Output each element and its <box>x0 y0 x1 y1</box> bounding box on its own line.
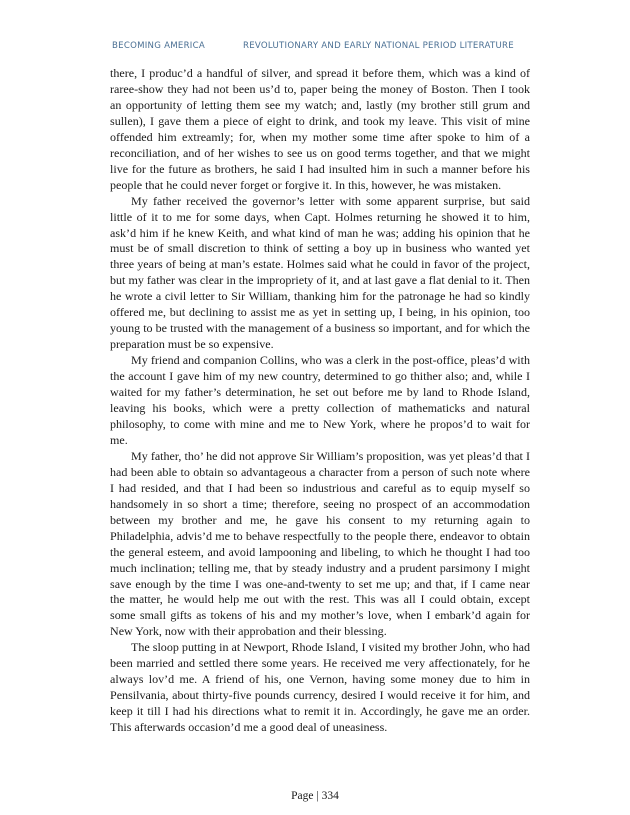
header-book-title: BECOMING AMERICA <box>112 41 205 51</box>
paragraph-5: The sloop putting in at Newport, Rhode Island, I visited my brother John, who had been married and settled there some years. He received me very affectionately, for he always lov’d me. A friend of his, one Vernon, having some money due to him in Pensilvania, about thirty-five pounds currency, desired I would receive it for him, and keep it till I had his directions what to remit it in. Accordingly, he gave me an order. This afterwards occasion’d me a good deal of uneasiness. <box>110 640 530 735</box>
header-section-title: REVOLUTIONARY AND EARLY NATIONAL PERIOD LITERATURE <box>243 41 514 51</box>
paragraph-1: there, I produc’d a handful of silver, and spread it before them, which was a kind of raree-show they had not been us’d to, paper being the money of Boston. Then I took an opportunity of letting them see my watch; and, lastly (my brother still grum and sullen), I gave them a piece of eight to drink, and took my leave. This visit of mine offended him extreamly; for, when my mother some time after spoke to him of a reconciliation, and of her wishes to see us on good terms together, and that we might live for the future as brothers, he said I had insulted him in such a manner before his people that he could never forget or forgive it. In this, however, he was mistaken. <box>110 66 530 192</box>
paragraph-3: My friend and companion Collins, who was a clerk in the post-office, pleas’d with the account I gave him of my new country, determined to go thither also; and, while I waited for my father’s determination, he set out before me by land to Rhode Island, leaving his books, which were a pretty collection of mathematicks and natural philosophy, to come with mine and me to New York, where he propos’d to wait for me. <box>110 353 530 447</box>
body-text <box>110 66 530 736</box>
paragraph-2: My father received the governor’s letter with some apparent surprise, but said little of it to me for some days, when Capt. Holmes returning he showed it to him, ask’d him if he knew Keith, and what kind of man he was; adding his opinion that he must be of small discretion to think of setting a boy up in business who wanted yet three years of being at man’s estate. Holmes said what he could in favor of the project, but my father was clear in the impropriety of it, and at last gave a flat denial to it. Then he wrote a civil letter to Sir William, thanking him for the patronage he had so kindly offered me, but declining to assist me as yet in setting up, I being, in his opinion, too young to be trusted with the management of a business so important, and for which the preparation must be so expensive. <box>110 193 530 352</box>
page-number-footer: Page | 334 <box>291 790 339 802</box>
paragraph-4: My father, tho’ he did not approve Sir William’s proposition, was yet pleas’d that I had been able to obtain so advantageous a character from a person of such note where I had resided, and that I had been so industrious and careful as to equip myself so handsomely in so short a time; therefore, seeing no prospect of an accommodation between my brother and me, he gave his consent to my returning again to Philadelphia, advis’d me to behave respectfully to the people there, endeavor to obtain the general esteem, and avoid lampooning and libeling, to which he thought I had too much inclination; telling me, that by steady industry and a prudent parsimony I might save enough by the time I was one-and-twenty to set me up; and that, if I came near the matter, he would help me out with the rest. This was all I could obtain, except some small gifts as tokens of his and my mother’s love, when I embark’d again for New York, now with their approbation and their blessing. <box>110 448 530 639</box>
